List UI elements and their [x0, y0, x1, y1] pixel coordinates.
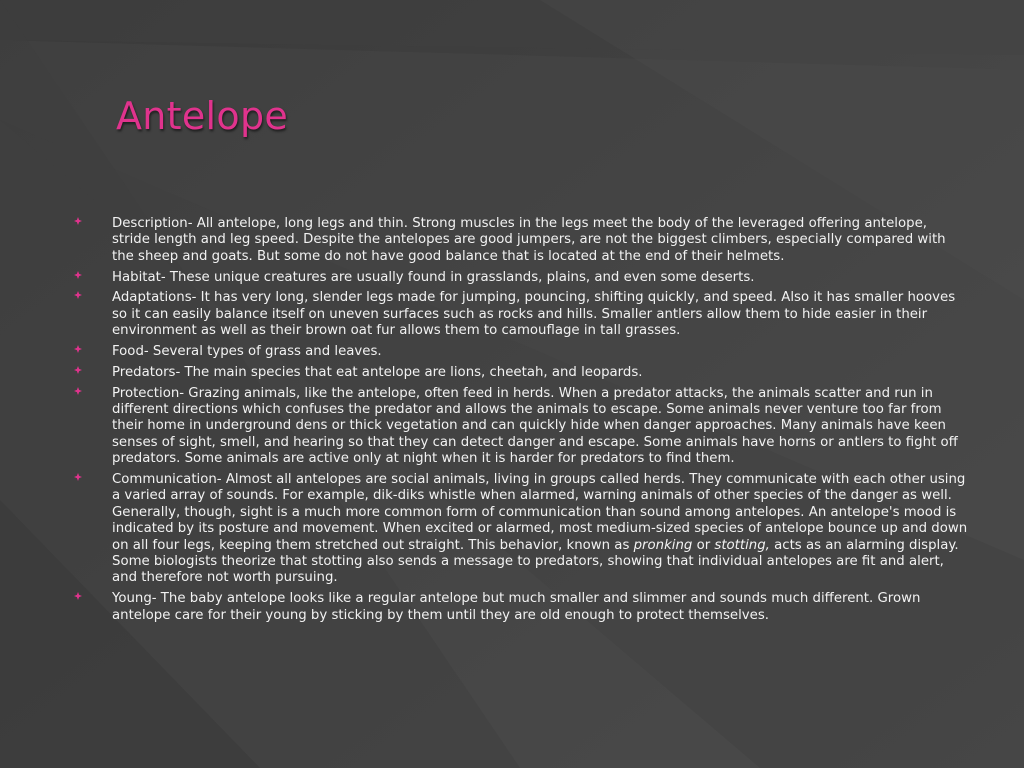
- diamond-bullet-icon: [74, 473, 82, 481]
- bullet-text: acts as an alarming display. Some biologists theorize that stotting also sends a message to predators, showing that individual antelopes are fit and alert, and therefore not worth pursuing.: [112, 537, 959, 586]
- list-item: [74, 270, 969, 286]
- bullet-text: Predators- The main species that eat antelope are lions, cheetah, and leopards.: [112, 364, 643, 380]
- list-item: [74, 216, 969, 265]
- diamond-bullet-icon: [74, 366, 82, 374]
- diamond-bullet-icon: [74, 217, 82, 225]
- diamond-bullet-icon: [74, 387, 82, 395]
- bullet-text: Protection- Grazing animals, like the antelope, often feed in herds. When a predator attacks, the animals scatter and run in different directions which confuses the predator and allows the animals to escape. Some animals never venture too far from their home in underground dens or thick vegetation and can quickly hide when danger approaches. Many animals have keen senses of sight, smell, and hearing so that they can detect danger and escape. Some animals have horns or antlers to fight off predators. Some animals are active only at night when it is harder for predators to find them.: [112, 385, 958, 467]
- list-item: [74, 386, 969, 468]
- list-item: [74, 472, 969, 587]
- bullet-text: Food- Several types of grass and leaves.: [112, 344, 382, 360]
- bullet-list: [74, 216, 969, 628]
- list-item: [74, 344, 969, 360]
- diamond-bullet-icon: [74, 271, 82, 279]
- bullet-text: Communication- Almost all antelopes are social animals, living in groups called herds. They communicate with each other using a varied array of sounds. For example, dik-diks whistle when alarmed, warning animals of other species of the danger as well. Generally, though, sight is a much more common form of communication than sound among antelopes. An antelope's mood is indicated by its posture and movement. When excited or alarmed, most medium-sized species of antelope bounce up and down on all four legs, keeping them stretched out straight. This behavior, known as: [112, 472, 968, 553]
- slide-title: Antelope: [116, 94, 289, 138]
- emphasis-pronking: pronking: [633, 537, 693, 553]
- diamond-bullet-icon: [74, 345, 82, 353]
- emphasis-stotting: stotting,: [714, 537, 770, 553]
- diamond-bullet-icon: [74, 291, 82, 299]
- list-item: [74, 290, 969, 339]
- list-item: [74, 591, 969, 624]
- bullet-text: Habitat- These unique creatures are usually found in grasslands, plains, and even some deserts.: [112, 269, 755, 285]
- bullet-text: or: [692, 537, 715, 553]
- bullet-text: Adaptations- It has very long, slender legs made for jumping, pouncing, shifting quickly, and speed. Also it has smaller hooves so it can easily balance itself on uneven surfaces such as rocks and hills. Smaller antlers allow them to hide easier in their environment as well as their brown oat fur allows them to camouflage in tall grasses.: [112, 290, 956, 339]
- bullet-text: Description- All antelope, long legs and thin. Strong muscles in the legs meet the body of the leveraged offering antelope, stride length and leg speed. Despite the antelopes are good jumpers, are not the biggest climbers, especially compared with the sheep and goats. But some do not have good balance that is located at the end of their helmets.: [112, 216, 946, 264]
- bullet-text: Young- The baby antelope looks like a regular antelope but much smaller and slimmer and sounds much different. Grown antelope care for their young by sticking by them until they are old enough to protect themselves.: [112, 591, 921, 623]
- list-item: [74, 365, 969, 381]
- diamond-bullet-icon: [74, 592, 82, 600]
